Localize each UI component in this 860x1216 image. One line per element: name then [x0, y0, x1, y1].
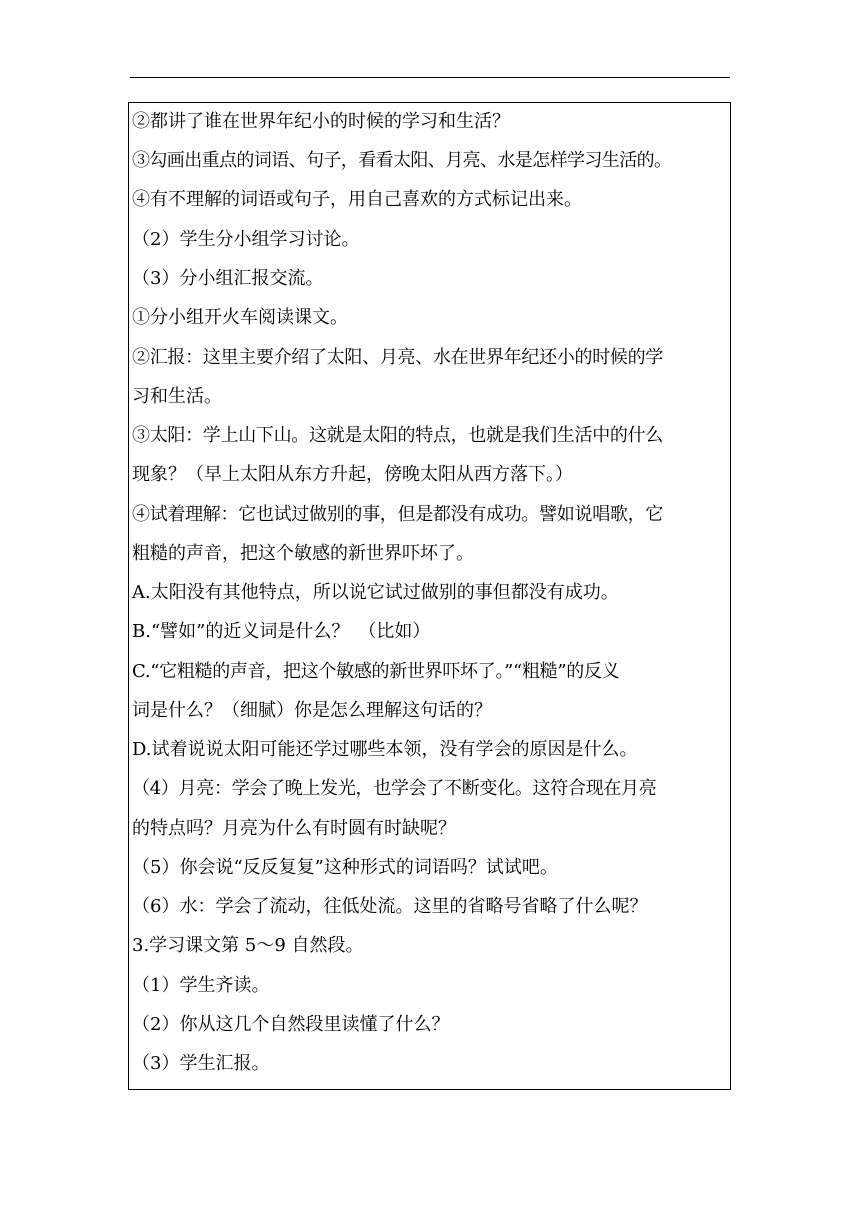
text-line: D.试着说说太阳可能还学过哪些本领，没有学会的原因是什么。 [132, 739, 638, 760]
text-line: 3.学习课文第 5～9 自然段。 [132, 935, 364, 956]
text-line: ④试着理解：它也试过做别的事，但是都没有成功。譬如说唱歌，它 [132, 504, 663, 525]
text-line: （6）水：学会了流动，往低处流。这里的省略号省略了什么呢？ [132, 896, 648, 917]
text-line: 粗糙的声音，把这个敏感的新世界吓坏了。 [132, 543, 474, 564]
text-line: 现象？（早上太阳从东方升起，傍晚太阳从西方落下。） [132, 464, 573, 485]
text-line: （4）月亮：学会了晚上发光，也学会了不断变化。这符合现在月亮 [132, 778, 657, 799]
content-table-cell [128, 102, 731, 1090]
text-line: A.太阳没有其他特点，所以说它试过做别的事但都没有成功。 [132, 582, 619, 603]
text-line: ②汇报：这里主要介绍了太阳、月亮、水在世界年纪还小的时候的学 [132, 347, 663, 368]
text-line: ①分小组开火车阅读课文。 [132, 307, 348, 328]
text-line: ④有不理解的词语或句子，用自己喜欢的方式标记出来。 [132, 189, 582, 210]
text-line: 词是什么？（细腻）你是怎么理解这句话的？ [132, 700, 492, 721]
text-line: ③太阳：学上山下山。这就是太阳的特点，也就是我们生活中的什么 [132, 425, 663, 446]
text-line: （2）学生分小组学习讨论。 [132, 229, 360, 250]
text-line: （1）学生齐读。 [132, 975, 270, 996]
text-line: （3）学生汇报。 [132, 1053, 270, 1074]
text-line: 习和生活。 [132, 386, 222, 407]
text-line: 的特点吗？月亮为什么有时圆有时缺呢？ [132, 818, 456, 839]
header-rule [130, 77, 730, 78]
text-line: ②都讲了谁在世界年纪小的时候的学习和生活？ [132, 111, 510, 132]
text-line: （2）你从这几个自然段里读懂了什么？ [132, 1014, 450, 1035]
text-line: B.“譬如”的近义词是什么？ （比如） [132, 621, 431, 642]
text-line: ③勾画出重点的词语、句子，看看太阳、月亮、水是怎样学习生活的。 [132, 150, 672, 171]
text-line: C.“它粗糙的声音，把这个敏感的新世界吓坏了。”“粗糙”的反义 [132, 661, 620, 682]
text-line: （3）分小组汇报交流。 [132, 268, 324, 289]
text-line: （5）你会说“反反复复”这种形式的词语吗？试试吧。 [132, 857, 558, 878]
